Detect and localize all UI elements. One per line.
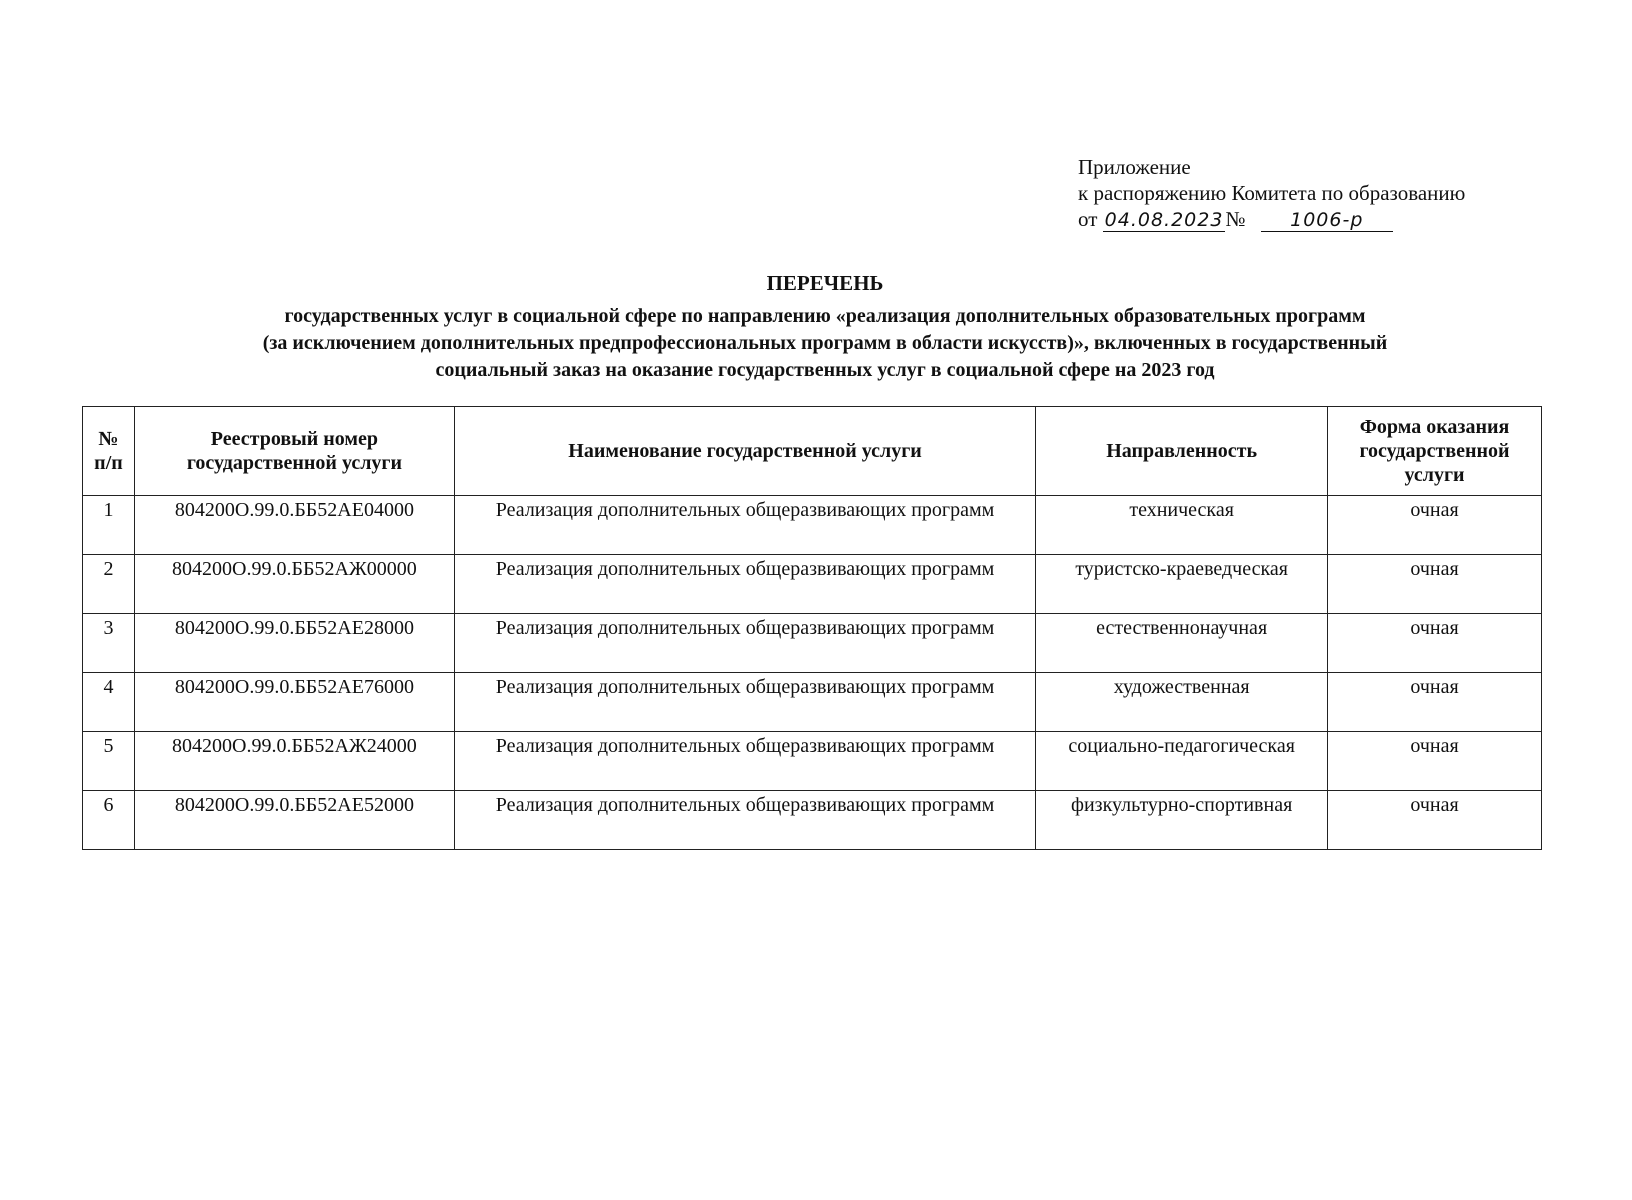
header-service-name: Наименование государственной услуги bbox=[454, 407, 1035, 496]
cell-form: очная bbox=[1328, 791, 1542, 850]
cell-form: очная bbox=[1328, 732, 1542, 791]
appendix-date-line bbox=[1078, 206, 1465, 232]
document-heading bbox=[120, 270, 1530, 384]
table-row bbox=[83, 496, 1542, 555]
header-focus: Направленность bbox=[1036, 407, 1328, 496]
header-form: Форма оказания государственной услуги bbox=[1328, 407, 1542, 496]
appendix-title: Приложение bbox=[1078, 155, 1191, 179]
header-registry-number: Реестровый номер государственной услуги bbox=[134, 407, 454, 496]
table-row bbox=[83, 614, 1542, 673]
cell-service-name: Реализация дополнительных общеразвивающих программ bbox=[454, 673, 1035, 732]
appendix-order-ref: к распоряжению Комитета по образованию bbox=[1078, 181, 1466, 205]
cell-service-name: Реализация дополнительных общеразвивающих программ bbox=[454, 614, 1035, 673]
table-header-row bbox=[83, 407, 1542, 496]
table-row bbox=[83, 791, 1542, 850]
appendix-date-prefix: от bbox=[1078, 207, 1098, 231]
cell-focus: естественнонаучная bbox=[1036, 614, 1328, 673]
cell-registry-number: 804200О.99.0.ББ52АЖ24000 bbox=[134, 732, 454, 791]
cell-focus: техническая bbox=[1036, 496, 1328, 555]
header-number: № п/п bbox=[83, 407, 135, 496]
cell-number: 2 bbox=[83, 555, 135, 614]
cell-focus: художественная bbox=[1036, 673, 1328, 732]
heading-line-2: (за исключением дополнительных предпрофессиональных программ в области искусств)», включенных в государственный bbox=[262, 332, 1388, 354]
appendix-block bbox=[1078, 154, 1465, 232]
cell-registry-number: 804200О.99.0.ББ52АЕ52000 bbox=[134, 791, 454, 850]
heading-line-3: социальный заказ на оказание государственных услуг в социальной сфере на 2023 год bbox=[435, 359, 1215, 381]
table-row bbox=[83, 732, 1542, 791]
cell-service-name: Реализация дополнительных общеразвивающих программ bbox=[454, 555, 1035, 614]
cell-service-name: Реализация дополнительных общеразвивающих программ bbox=[454, 496, 1035, 555]
cell-number: 5 bbox=[83, 732, 135, 791]
table-row bbox=[83, 555, 1542, 614]
cell-registry-number: 804200О.99.0.ББ52АЕ04000 bbox=[134, 496, 454, 555]
cell-form: очная bbox=[1328, 673, 1542, 732]
cell-registry-number: 804200О.99.0.ББ52АЕ76000 bbox=[134, 673, 454, 732]
cell-registry-number: 804200О.99.0.ББ52АЕ28000 bbox=[134, 614, 454, 673]
cell-service-name: Реализация дополнительных общеразвивающих программ bbox=[454, 732, 1035, 791]
cell-number: 1 bbox=[83, 496, 135, 555]
handwritten-date: 04.08.2023 bbox=[1104, 209, 1224, 231]
services-table bbox=[82, 406, 1542, 850]
cell-number: 3 bbox=[83, 614, 135, 673]
document-title: ПЕРЕЧЕНЬ bbox=[766, 271, 884, 295]
cell-form: очная bbox=[1328, 614, 1542, 673]
heading-line-1: государственных услуг в социальной сфере по направлению «реализация дополнительных образовательных программ bbox=[284, 305, 1366, 327]
cell-focus: социально-педагогическая bbox=[1036, 732, 1328, 791]
cell-form: очная bbox=[1328, 496, 1542, 555]
cell-form: очная bbox=[1328, 555, 1542, 614]
cell-focus: туристско-краеведческая bbox=[1036, 555, 1328, 614]
table-row bbox=[83, 673, 1542, 732]
cell-focus: физкультурно-спортивная bbox=[1036, 791, 1328, 850]
cell-registry-number: 804200О.99.0.ББ52АЖ00000 bbox=[134, 555, 454, 614]
number-label: № bbox=[1225, 207, 1246, 231]
cell-service-name: Реализация дополнительных общеразвивающих программ bbox=[454, 791, 1035, 850]
cell-number: 4 bbox=[83, 673, 135, 732]
handwritten-number: 1006-р bbox=[1261, 209, 1393, 232]
cell-number: 6 bbox=[83, 791, 135, 850]
